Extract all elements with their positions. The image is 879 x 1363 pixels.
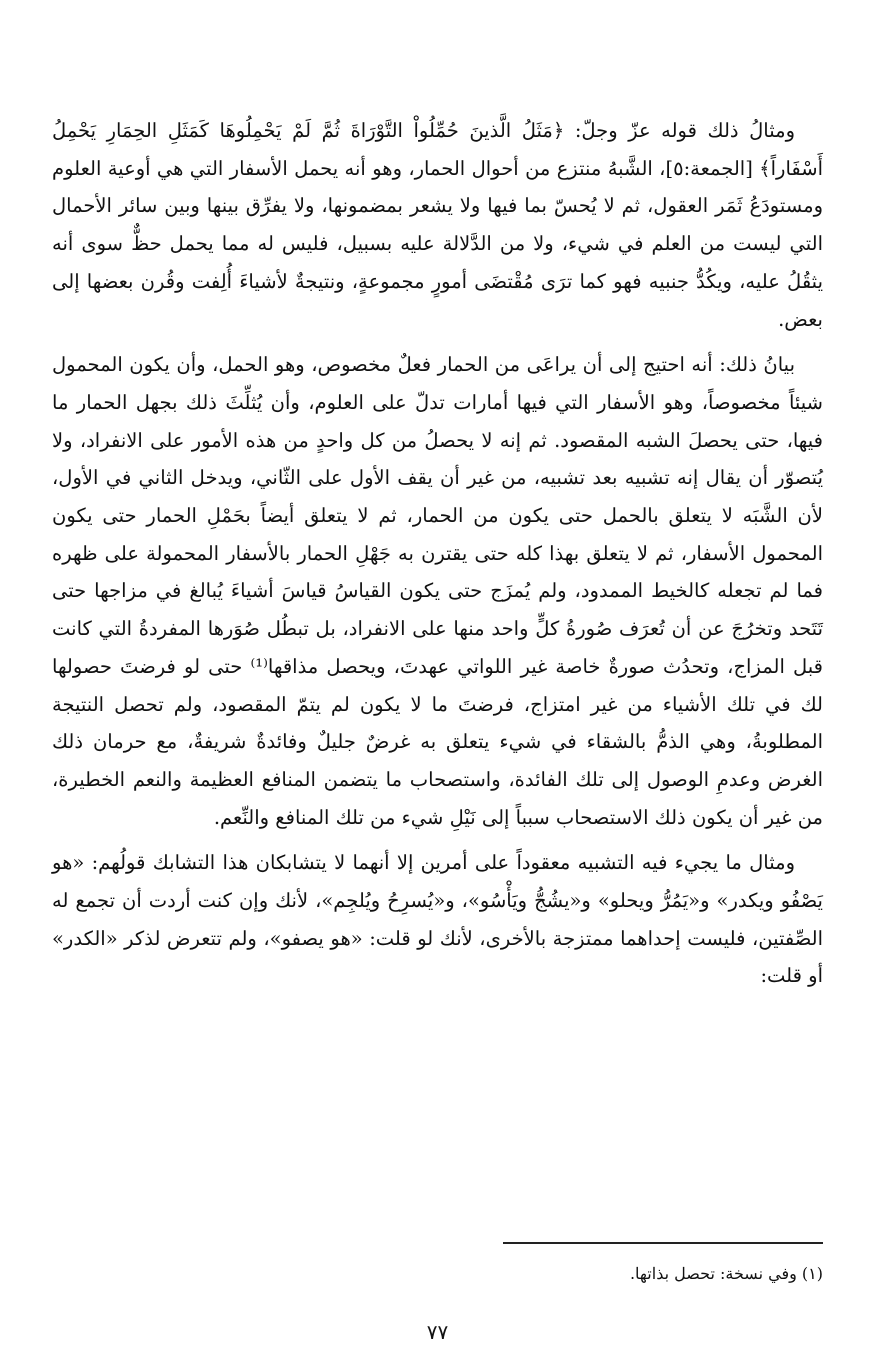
paragraph-3: ومثال ما يجيء فيه التشبيه معقوداً على أمرين إلا أنهما لا يتشابكان هذا التشابك قولُهم: «هو يَصْفُو ويكدر» و«يَمُرُّ ويحلو» و«يشُجُّ ويَأْسُو»، و«يُسرِحُ ويُلجِم»، لأنك وإن كنت أردت أن تجمع له الصِّفتين، فليست إحداهما ممتزجة بالأخرى، لأنك لو قلت: «هو يصفو»، ولم تتعرض لذكر «الكدر» أو قلت: [52, 851, 823, 988]
footnote-divider [503, 1242, 823, 1244]
footnote: (١) وفي نسخة: تحصل بذاتها. [629, 1264, 823, 1283]
page-number: ٧٧ [426, 1320, 449, 1344]
paragraph-2: بيانُ ذلك: أنه احتيج إلى أن يراعَى من الحمار فعلٌ مخصوص، وهو الحمل، وأن يكون المحمول شيئاً مخصوصاً، وهو الأسفار التي فيها أمارات تدلّ على العلوم، وأن يُثلِّثَ ذلك بجهل الحمار ما فيها، حتى يحصلَ الشبه المقصود. ثم إنه لا يحصلُ من كل واحدٍ من هذه الأمور على الانفراد، ولا يُتصوّر أن يقال إنه تشبيه بعد تشبيه، من غير أن يقف الأول على الثّاني، ويدخل الثاني في الأول، لأن الشَّبَه لا يتعلق بالحمل حتى يكون من الحمار، ثم لا يتعلق أيضاً بحَمْلِ الحمار حتى يكون المحمول الأسفار، ثم لا يتعلق بهذا كله حتى يقترن به جَهْلِ الحمار بالأسفار المحمولة على ظهره فما لم تجعله كالخيط الممدود، ولم يُمزَج حتى يكون القياسُ قياسَ أشياءَ يُبالغ في مزاجها حتى تَتَحد وتخرُجَ عن أن تُعرَف صُورةُ كلٍّ واحد منها على الانفراد، بل تبطُل صُوَرها المفردةُ التي كانت قبل المزاج، وتحدُث صورةٌ خاصة غير اللواتي عهدتَ، ويحصل مذاقها⁽¹⁾ حتى لو فرضتَ حصولها لك في تلك الأشياء من غير امتزاج، فرضتَ ما لا يكون لم يتمّ المقصود، ولم تحصل النتيجة المطلوبةُ، وهي الذمُّ بالشقاء في شيء يتعلق به غرضٌ جليلٌ وفائدةٌ شريفةٌ، مع حرمان ذلك الغرض وعدمِ الوصول إلى تلك الفائدة، واستصحاب ما يتضمن المنافع العظيمة والنعم الخطيرة، من غير أن يكون ذلك الاستصحاب سبباً إلى نَيْلِ شيء من تلك المنافع والنِّعم. [52, 353, 823, 829]
page-body [52, 112, 823, 1352]
paragraph-1: ومثالُ ذلك قوله عزّ وجلّ: ﴿مَثَلُ الَّذينَ حُمِّلُواْ التَّوْرَاةَ ثُمَّ لَمْ يَحْمِلُوهَا كَمَثَلِ الحِمَارِ يَحْمِلُ أَسْفَاراً﴾ [الجمعة:٥]، الشَّبهُ منتزع من أحوال الحمار، وهو أنه يحمل الأسفار التي هي أوعية العلوم ومستودَعُ ثَمَر العقول، ثم لا يُحسّ بما فيها ولا يشعر بمضمونها، ولا يفرِّق بينها وبين سائر الأحمال التي ليست من العلم في شيء، ولا من الدَّلالة عليه بسبيل، فليس له مما يحمل حظٌّ سوى أنه يثقُلُ عليه، ويكُدُّ جنبيه فهو كما ترَى مُقْتضَى أمورٍ مجموعةٍ، ونتيجةٌ لأشياءَ أُلِفت وقُرن بعضها إلى بعض. [52, 119, 824, 331]
